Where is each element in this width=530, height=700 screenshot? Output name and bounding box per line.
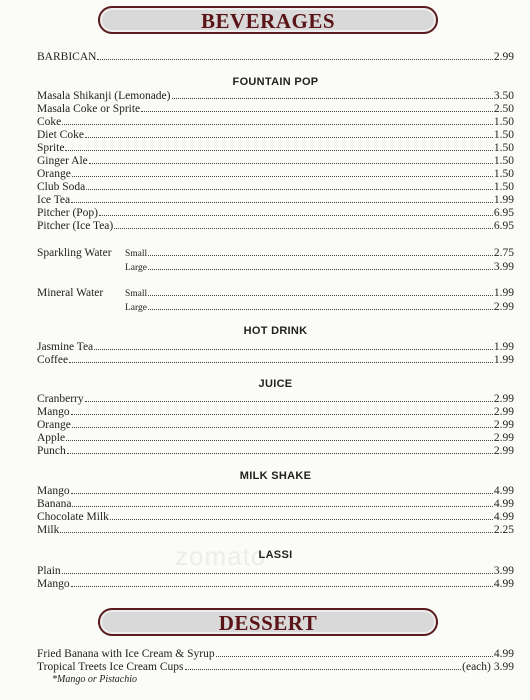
menu-item [37, 660, 514, 673]
item-price: 2.50 [493, 103, 514, 115]
item-price: 2.99 [493, 445, 514, 457]
dot-leader [141, 102, 493, 112]
dot-leader [72, 167, 493, 177]
menu-item [37, 418, 514, 431]
item-price: 4.99 [493, 578, 514, 590]
dot-leader [216, 647, 493, 657]
section-title-fountain-pop: FOUNTAIN POP [232, 76, 319, 88]
item-name: Ginger Ale [37, 155, 88, 167]
dot-leader [65, 141, 492, 151]
dot-leader [94, 340, 493, 350]
section-title-lassi: LASSI [258, 549, 293, 561]
item-price: 1.99 [493, 354, 514, 366]
item-price: 6.95 [493, 207, 514, 219]
item-name: Jasmine Tea [37, 341, 94, 353]
item-name: Tropical Treets Ice Cream Cups [37, 661, 184, 673]
item-name: Club Soda [37, 181, 86, 193]
menu-item [37, 523, 514, 536]
section-title-juice: JUICE [258, 378, 293, 390]
menu-item [37, 647, 514, 660]
dot-leader [172, 89, 493, 99]
item-price: 4.99 [493, 511, 514, 523]
item-price: 4.99 [493, 485, 514, 497]
item-name: BARBICAN [37, 51, 97, 63]
menu-item [37, 392, 514, 405]
dot-leader [71, 484, 493, 494]
item-name: Diet Coke [37, 129, 84, 141]
watermark: zomato [175, 541, 267, 571]
item-name: Ice Tea [37, 194, 71, 206]
item-price: 2.99 [493, 432, 514, 444]
section-title-hot-drink: HOT DRINK [243, 325, 308, 337]
menu-item [37, 89, 514, 102]
item-price: 4.99 [493, 648, 514, 660]
menu-item [37, 484, 514, 497]
item-name: Fried Banana with Ice Cream & Syrup [37, 648, 215, 660]
item-price: 2.99 [493, 51, 514, 63]
menu-item [37, 154, 514, 167]
menu-item [37, 431, 514, 444]
item-name: Orange [37, 419, 71, 431]
beverages-banner [98, 6, 438, 34]
item-name: Masala Shikanji (Lemonade) [37, 90, 171, 102]
item-name: Mango [37, 485, 70, 497]
item-price: 2.99 [493, 419, 514, 431]
item-price: 1.50 [493, 142, 514, 154]
menu-item-barbican [37, 50, 514, 63]
item-price: 1.99 [493, 287, 514, 299]
menu-item [37, 141, 514, 154]
dot-leader [97, 50, 492, 60]
menu-item [37, 510, 514, 523]
item-name: Sprite [37, 142, 65, 154]
dot-leader [148, 246, 493, 256]
dot-leader [114, 219, 493, 229]
dot-leader [85, 128, 493, 138]
menu-item [37, 128, 514, 141]
item-name: Sparkling Water [37, 247, 112, 259]
menu-item-mineral-large [37, 300, 514, 313]
item-price: 4.99 [493, 498, 514, 510]
dot-leader [85, 392, 493, 402]
item-price: 3.50 [493, 90, 514, 102]
dot-leader [71, 405, 493, 415]
size-label: Large [125, 263, 147, 273]
item-price: 2.99 [493, 301, 514, 313]
menu-item [37, 219, 514, 232]
dot-leader [71, 577, 493, 587]
item-price: 3.99 [493, 565, 514, 577]
dot-leader [110, 510, 493, 520]
item-name: Pitcher (Ice Tea) [37, 220, 114, 232]
dessert-banner [98, 608, 438, 636]
menu-item [37, 180, 514, 193]
dot-leader [86, 180, 493, 190]
item-name: Mineral Water [37, 287, 104, 299]
dot-leader [185, 660, 462, 670]
item-name: Coke [37, 116, 62, 128]
item-name: Apple [37, 432, 66, 444]
menu-item [37, 193, 514, 206]
item-price: 3.99 [493, 261, 514, 273]
item-name: Punch [37, 445, 66, 457]
item-price: 1.50 [493, 181, 514, 193]
beverages-heading: BEVERAGES [98, 6, 438, 34]
dot-leader [99, 206, 493, 216]
item-price: 1.99 [493, 194, 514, 206]
item-price: 1.50 [493, 129, 514, 141]
item-name: Mango [37, 578, 70, 590]
dot-leader [71, 193, 493, 203]
item-price: 1.50 [493, 116, 514, 128]
item-name: Masala Coke or Sprite [37, 103, 141, 115]
dot-leader [62, 115, 493, 125]
menu-item [37, 102, 514, 115]
menu-item [37, 444, 514, 457]
size-label: Large [125, 303, 147, 313]
item-name: Mango [37, 406, 70, 418]
dot-leader [72, 418, 493, 428]
dot-leader [148, 286, 493, 296]
item-price: 3.99 [493, 661, 514, 673]
dot-leader [148, 300, 493, 310]
item-name: Banana [37, 498, 72, 510]
menu-item-sparkling-small [37, 246, 514, 259]
item-price: 1.99 [493, 341, 514, 353]
item-name: Cranberry [37, 393, 84, 405]
item-price: 1.50 [493, 168, 514, 180]
dessert-note: *Mango or Pistachio [52, 674, 137, 685]
item-price: 2.25 [493, 524, 514, 536]
menu-item [37, 577, 514, 590]
menu-item [37, 115, 514, 128]
menu-item [37, 206, 514, 219]
dot-leader [89, 154, 493, 164]
size-label: Small [125, 249, 148, 259]
item-name: Orange [37, 168, 71, 180]
menu-item [37, 564, 514, 577]
menu-item [37, 405, 514, 418]
item-price: 1.50 [493, 155, 514, 167]
dot-leader [69, 353, 493, 363]
item-price: 2.99 [493, 406, 514, 418]
menu-item [37, 340, 514, 353]
dot-leader [62, 564, 493, 574]
menu-item-sparkling-large [37, 260, 514, 273]
dot-leader [67, 444, 493, 454]
item-price: 6.95 [493, 220, 514, 232]
size-label: Small [125, 289, 148, 299]
dot-leader [148, 260, 493, 270]
item-name: Pitcher (Pop) [37, 207, 99, 219]
menu-item-mineral-small [37, 286, 514, 299]
item-name: Milk [37, 524, 60, 536]
item-price: 2.75 [493, 247, 514, 259]
dot-leader [66, 431, 493, 441]
dessert-heading: DESSERT [98, 608, 438, 636]
each-label: (each) [462, 661, 491, 673]
section-title-milk-shake: MILK SHAKE [239, 470, 312, 482]
item-price: 2.99 [493, 393, 514, 405]
dot-leader [72, 497, 492, 507]
dot-leader [60, 523, 493, 533]
menu-item [37, 497, 514, 510]
item-name: Coffee [37, 354, 69, 366]
menu-item [37, 167, 514, 180]
item-name: Plain [37, 565, 61, 577]
menu-item [37, 353, 514, 366]
item-name: Chocolate Milk [37, 511, 109, 523]
